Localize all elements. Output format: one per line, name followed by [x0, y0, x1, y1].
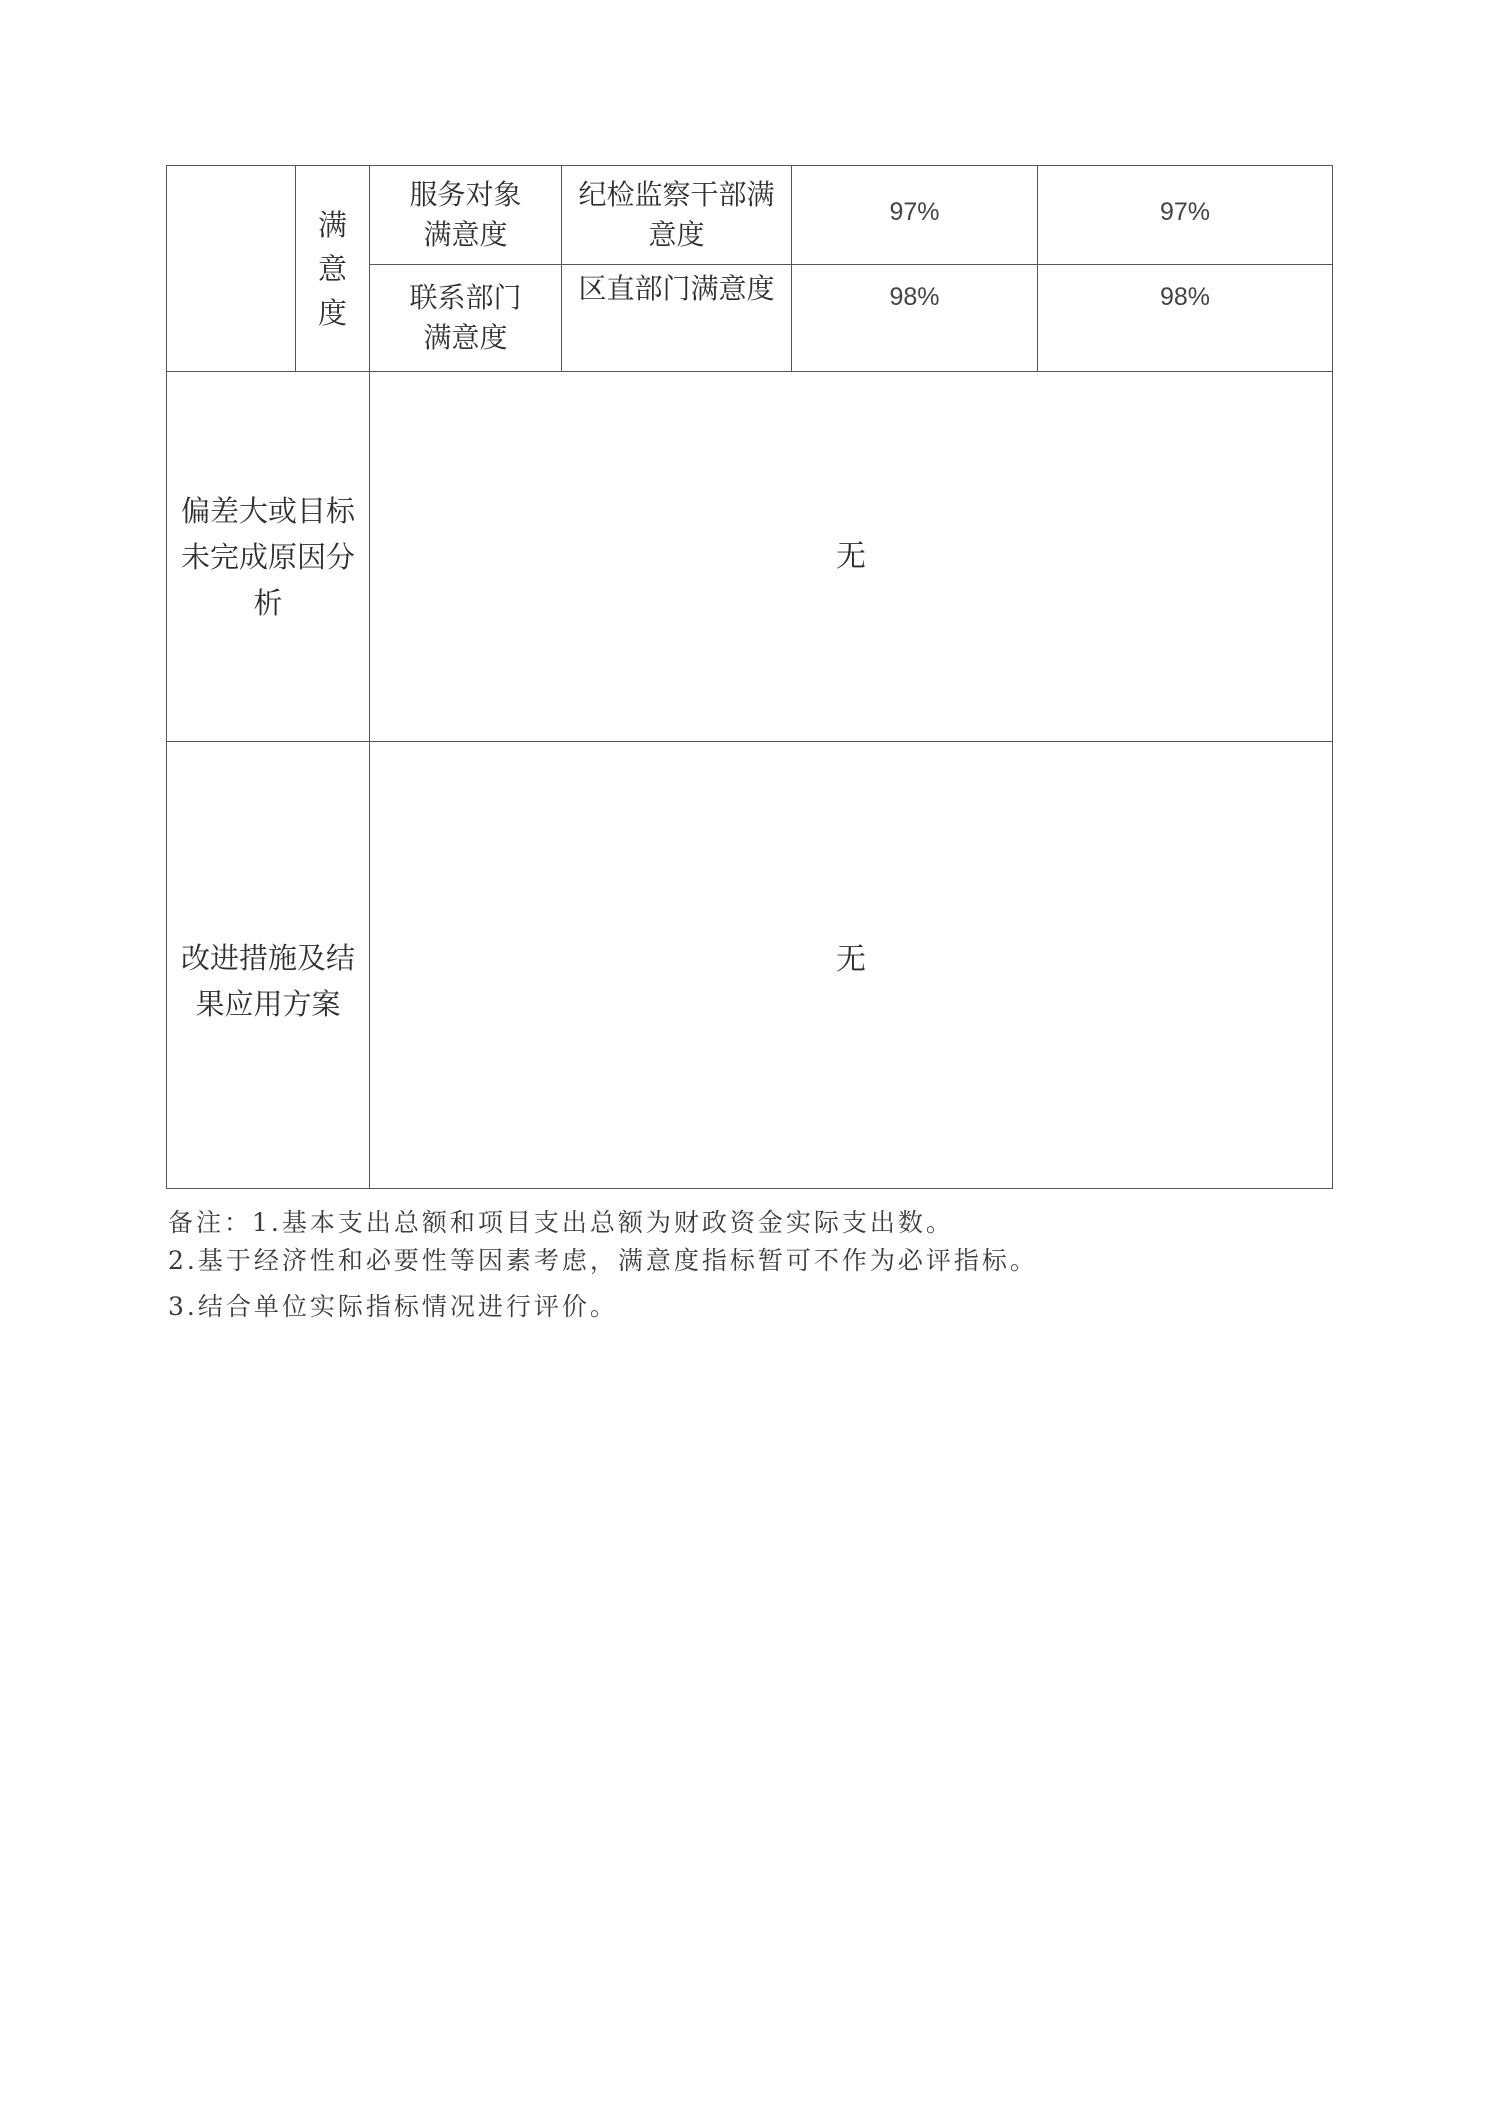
- level3-department-cell: [370, 265, 562, 372]
- note-line-1: 备注：1.基本支出总额和项目支出总额为财政资金实际支出数。: [168, 1208, 954, 1237]
- improvement-content-cell: [370, 742, 1333, 1189]
- indicator-cell: [562, 265, 792, 372]
- indicator-label: 纪检监察干部满意度: [578, 178, 775, 251]
- table-row: [167, 166, 1333, 265]
- actual-value: 97%: [1159, 198, 1211, 226]
- improvement-label-cell: [167, 742, 370, 1189]
- level1-blank-cell: [167, 166, 296, 372]
- improvement-content: 无: [836, 942, 866, 977]
- target-value-cell: [792, 265, 1038, 372]
- deviation-label-cell: [167, 372, 370, 742]
- level2-satisfaction-cell: [296, 166, 370, 372]
- deviation-content: 无: [836, 539, 866, 574]
- actual-value-cell: [1038, 166, 1333, 265]
- note-line-3: 3.结合单位实际指标情况进行评价。: [168, 1292, 618, 1321]
- table-row: [167, 372, 1333, 742]
- note-line-2: 2.基于经济性和必要性等因素考虑，满意度指标暂可不作为必评指标。: [168, 1246, 1038, 1275]
- actual-value-cell: [1038, 265, 1333, 372]
- level3-label: 联系部门满意度: [409, 281, 522, 354]
- table-row: [167, 742, 1333, 1189]
- target-value-cell: [792, 166, 1038, 265]
- deviation-content-cell: [370, 372, 1333, 742]
- level2-label: 满意度: [317, 207, 347, 330]
- performance-table: [166, 165, 1333, 1189]
- target-value: 98%: [889, 283, 940, 311]
- actual-value: 98%: [1159, 283, 1211, 311]
- deviation-label: 偏差大或目标未完成原因分析: [180, 493, 355, 620]
- indicator-label: 区直部门满意度: [578, 272, 775, 305]
- level3-label: 服务对象满意度: [409, 178, 522, 251]
- level3-service-cell: [370, 166, 562, 265]
- target-value: 97%: [889, 198, 940, 226]
- improvement-label: 改进措施及结果应用方案: [180, 941, 355, 1021]
- indicator-cell: [562, 166, 792, 265]
